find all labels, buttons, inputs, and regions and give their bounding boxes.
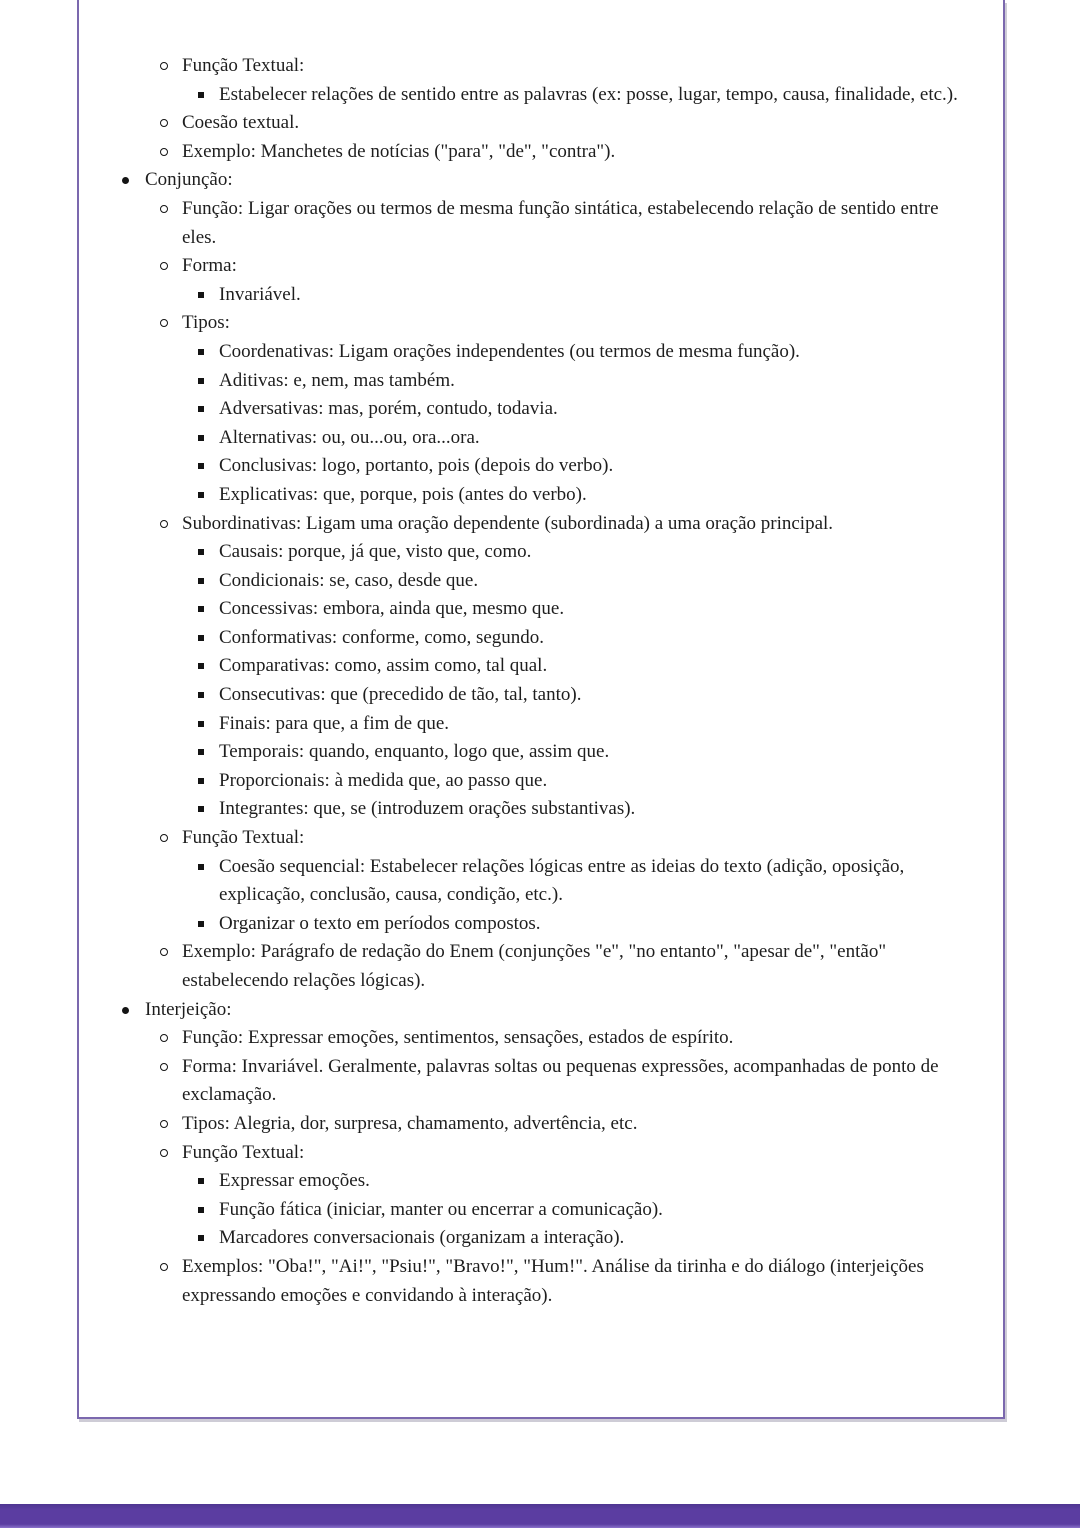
- list-item-text: Tipos:: [182, 312, 230, 334]
- list-item-text: Função Textual:: [182, 827, 305, 849]
- list-item: [79, 1167, 967, 1196]
- list-item: [79, 738, 967, 767]
- list-item: [79, 767, 967, 796]
- list-item-text: Tipos: Alegria, dor, surpresa, chamamento, advertência, etc.: [182, 1112, 638, 1134]
- list-item-text: Temporais: quando, enquanto, logo que, assim que.: [219, 741, 610, 763]
- list-item: [79, 367, 967, 396]
- bullet-square-icon: [198, 738, 219, 767]
- bullet-square-icon: [198, 481, 219, 510]
- list-item: [79, 1110, 967, 1139]
- list-item: [79, 452, 967, 481]
- bullet-square-icon: [198, 81, 219, 110]
- bullet-circle-icon: [160, 1024, 182, 1053]
- list-item: [79, 195, 967, 252]
- bullet-circle-icon: [160, 510, 182, 539]
- list-item: [79, 710, 967, 739]
- bullet-circle-icon: [160, 252, 182, 281]
- list-item-text: Comparativas: como, assim como, tal qual.: [219, 655, 548, 677]
- list-item-text: Finais: para que, a fim de que.: [219, 712, 450, 734]
- list-item: [79, 510, 967, 539]
- list-item: [79, 1024, 967, 1053]
- bullet-square-icon: [198, 395, 219, 424]
- list-item-text: Invariável.: [219, 283, 301, 305]
- bullet-square-icon: [198, 910, 219, 939]
- list-item-text: Função: Expressar emoções, sentimentos, sensações, estados de espírito.: [182, 1027, 734, 1049]
- bullet-disc-icon: [122, 996, 145, 1025]
- list-item-text: Concessivas: embora, ainda que, mesmo que.: [219, 598, 565, 620]
- list-item: [79, 1053, 967, 1110]
- list-item: [79, 824, 967, 853]
- list-item: [79, 252, 967, 281]
- list-item: [79, 624, 967, 653]
- list-item-text: Causais: porque, já que, visto que, como.: [219, 541, 532, 563]
- bullet-circle-icon: [160, 824, 182, 853]
- list-item: [79, 138, 967, 167]
- list-item-text: Aditivas: e, nem, mas também.: [219, 369, 455, 391]
- bullet-square-icon: [198, 424, 219, 453]
- notes-list: [79, 0, 1003, 1310]
- list-item-text: Interjeição:: [145, 998, 232, 1020]
- bullet-square-icon: [198, 367, 219, 396]
- list-item-text: Conjunção:: [145, 169, 233, 191]
- list-item-text: Consecutivas: que (precedido de tão, tal, tanto).: [219, 684, 582, 706]
- bullet-circle-icon: [160, 109, 182, 138]
- list-item-text: Coesão sequencial: Estabelecer relações lógicas entre as ideias do texto (adição, oposição, explicação, conclusão, causa, condição, etc.).: [219, 855, 905, 906]
- list-item: [79, 81, 967, 110]
- list-item-text: Exemplos: "Oba!", "Ai!", "Psiu!", "Bravo!", "Hum!". Análise da tirinha e do diálogo (interjeições expressando emoções e convidando à interação).: [182, 1255, 924, 1306]
- list-item-text: Exemplo: Parágrafo de redação do Enem (conjunções "e", "no entanto", "apesar de", "então" estabelecendo relações lógicas).: [182, 941, 887, 991]
- list-item: [79, 567, 967, 596]
- bullet-square-icon: [198, 681, 219, 710]
- list-item-text: Explicativas: que, porque, pois (antes do verbo).: [219, 483, 587, 505]
- list-item-text: Marcadores conversacionais (organizam a interação).: [219, 1227, 625, 1249]
- bullet-square-icon: [198, 710, 219, 739]
- list-item-text: Condicionais: se, caso, desde que.: [219, 569, 479, 591]
- list-item: [79, 795, 967, 824]
- list-item: [79, 481, 967, 510]
- bullet-square-icon: [198, 1196, 219, 1225]
- bullet-circle-icon: [160, 938, 182, 995]
- list-item: [79, 595, 967, 624]
- list-item-text: Forma:: [182, 255, 237, 277]
- list-item-text: Forma: Invariável. Geralmente, palavras soltas ou pequenas expressões, acompanhadas de ponto de exclamação.: [182, 1055, 939, 1106]
- list-item-text: Conclusivas: logo, portanto, pois (depois do verbo).: [219, 455, 614, 477]
- list-item-text: Organizar o texto em períodos compostos.: [219, 912, 541, 934]
- bullet-square-icon: [198, 624, 219, 653]
- list-item-text: Função: Ligar orações ou termos de mesma função sintática, estabelecendo relação de sentido entre eles.: [182, 197, 939, 248]
- bullet-square-icon: [198, 595, 219, 624]
- list-item: [79, 681, 967, 710]
- list-item-text: Função Textual:: [182, 55, 305, 76]
- list-item: [79, 166, 967, 195]
- list-item: [79, 938, 967, 995]
- list-item-text: Estabelecer relações de sentido entre as palavras (ex: posse, lugar, tempo, causa, finalidade, etc.).: [219, 83, 958, 105]
- list-item-text: Exemplo: Manchetes de notícias ("para", "de", "contra").: [182, 140, 616, 162]
- list-item: [79, 281, 967, 310]
- footer-accent-bar: [0, 1504, 1080, 1528]
- list-item: [79, 996, 967, 1025]
- list-item-text: Coordenativas: Ligam orações independentes (ou termos de mesma função).: [219, 340, 800, 362]
- content-frame: [77, 0, 1005, 1419]
- list-item-text: Subordinativas: Ligam uma oração dependente (subordinada) a uma oração principal.: [182, 512, 834, 534]
- list-item: [79, 109, 967, 138]
- list-item: [79, 910, 967, 939]
- list-item: [79, 309, 967, 338]
- list-item: [79, 538, 967, 567]
- list-item-text: Conformativas: conforme, como, segundo.: [219, 626, 545, 648]
- list-item: [79, 52, 967, 81]
- bullet-circle-icon: [160, 1053, 182, 1110]
- list-item: [79, 1139, 967, 1168]
- bullet-square-icon: [198, 338, 219, 367]
- bullet-square-icon: [198, 795, 219, 824]
- bullet-disc-icon: [122, 166, 145, 195]
- bullet-circle-icon: [160, 1253, 182, 1310]
- bullet-square-icon: [198, 652, 219, 681]
- list-item-text: Coesão textual.: [182, 112, 300, 134]
- list-item-text: Integrantes: que, se (introduzem orações substantivas).: [219, 798, 636, 820]
- bullet-square-icon: [198, 452, 219, 481]
- list-item-text: Função fática (iniciar, manter ou encerrar a comunicação).: [219, 1198, 663, 1220]
- bullet-square-icon: [198, 281, 219, 310]
- bullet-square-icon: [198, 1224, 219, 1253]
- list-item-text: Função Textual:: [182, 1141, 305, 1163]
- bullet-square-icon: [198, 567, 219, 596]
- bullet-square-icon: [198, 767, 219, 796]
- bullet-square-icon: [198, 538, 219, 567]
- list-item: [79, 1224, 967, 1253]
- list-item-text: Expressar emoções.: [219, 1170, 370, 1192]
- list-item: [79, 1196, 967, 1225]
- list-item: [79, 853, 967, 910]
- list-item-text: Adversativas: mas, porém, contudo, todavia.: [219, 398, 558, 420]
- list-item: [79, 395, 967, 424]
- bullet-circle-icon: [160, 309, 182, 338]
- list-item: [79, 338, 967, 367]
- bullet-square-icon: [198, 853, 219, 910]
- list-item: [79, 424, 967, 453]
- bullet-circle-icon: [160, 138, 182, 167]
- list-item-text: Proporcionais: à medida que, ao passo que.: [219, 769, 548, 791]
- bullet-circle-icon: [160, 1139, 182, 1168]
- bullet-circle-icon: [160, 195, 182, 252]
- list-item-text: Alternativas: ou, ou...ou, ora...ora.: [219, 426, 480, 448]
- bullet-circle-icon: [160, 1110, 182, 1139]
- bullet-circle-icon: [160, 52, 182, 81]
- list-item: [79, 652, 967, 681]
- list-item: [79, 1253, 967, 1310]
- bullet-square-icon: [198, 1167, 219, 1196]
